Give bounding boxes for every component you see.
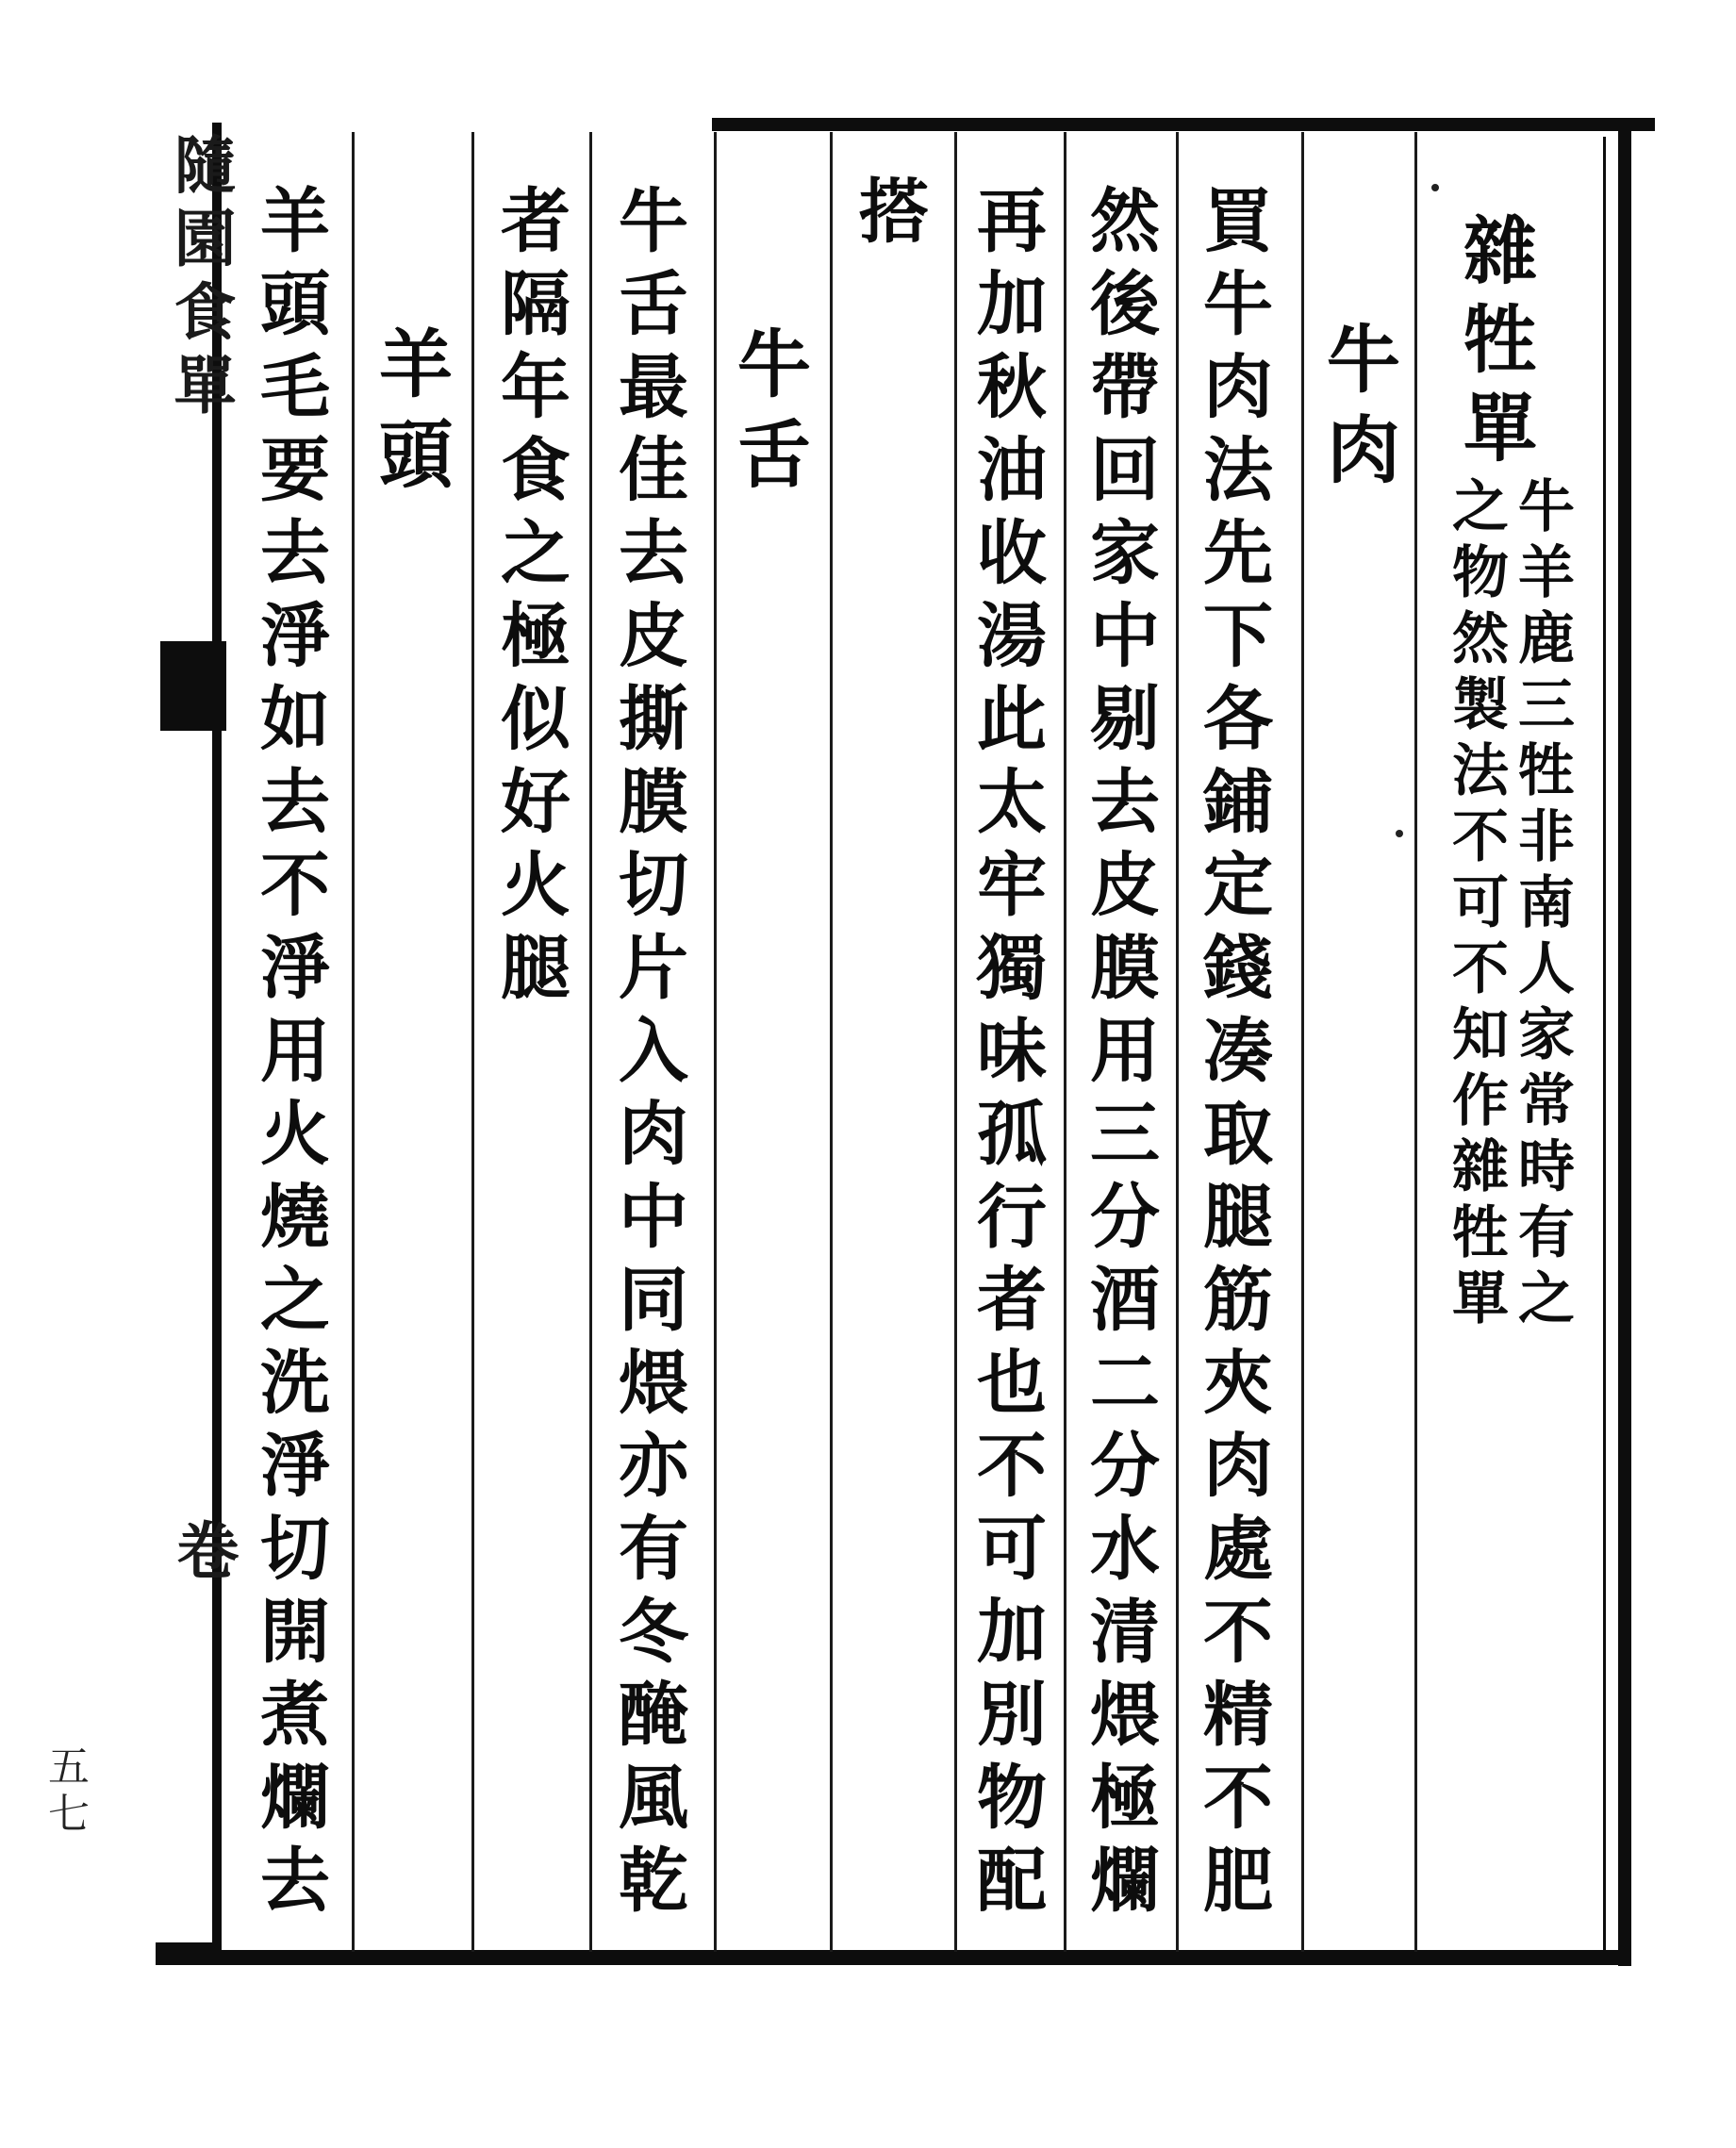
lamb-head-heading: 羊頭 xyxy=(367,325,453,506)
column-rule xyxy=(954,132,957,1952)
column-rule xyxy=(1301,132,1304,1952)
beef-text-line-3: 再加秋油收湯此太牢獨味孤行者也不可加別物配 xyxy=(966,184,1047,1926)
beef-text-line-2: 然後帶回家中剔去皮膜用三分酒二分水清煨極爛 xyxy=(1079,184,1160,1926)
margin-fishtail-mark xyxy=(160,641,226,731)
margin-book-title: 隨園食單 xyxy=(163,132,237,426)
column-rule xyxy=(589,132,592,1952)
column-rule xyxy=(830,132,833,1952)
column-rule xyxy=(714,132,717,1952)
column-rule xyxy=(1414,132,1417,1952)
lamb-head-text-line-1: 羊頭毛要去淨如去不淨用火燒之洗淨切開煮爛去 xyxy=(249,184,330,1926)
column-rule xyxy=(1176,132,1179,1952)
tongue-text-line-2: 者隔年食之極似好火腿 xyxy=(489,184,570,1014)
intro-note-line-1: 牛羊鹿三牲非南人家常時有之 xyxy=(1509,476,1575,1334)
section-title: 雜牲單 xyxy=(1451,212,1537,478)
beef-text-line-1: 買牛肉法先下各鋪定錢凑取腿筋夾肉處不精不肥 xyxy=(1192,184,1273,1926)
frame-right-border xyxy=(1618,118,1631,1966)
ink-dot xyxy=(1396,830,1403,837)
frame-top-border xyxy=(712,118,1655,131)
beef-heading: 牛肉 xyxy=(1314,321,1400,502)
column-rule xyxy=(352,132,355,1952)
beef-text-line-4: 搭 xyxy=(848,174,929,250)
intro-note-line-2: 之物然製法不可不知作雜牲單 xyxy=(1443,476,1509,1334)
frame-bottom-border xyxy=(156,1950,1631,1965)
column-rule xyxy=(1064,132,1066,1952)
ink-dot xyxy=(1431,184,1439,191)
tongue-text-line-1: 牛舌最佳去皮撕膜切片入肉中同煨亦有冬醃風乾 xyxy=(607,184,688,1926)
margin-volume-mark: 卷 xyxy=(166,1518,240,1592)
tongue-heading: 牛舌 xyxy=(725,325,811,506)
page-number: 五七 xyxy=(41,1744,89,1839)
frame-right-inner-border xyxy=(1603,137,1606,1957)
column-rule xyxy=(471,132,474,1952)
frame-corner-block xyxy=(156,1942,222,1965)
